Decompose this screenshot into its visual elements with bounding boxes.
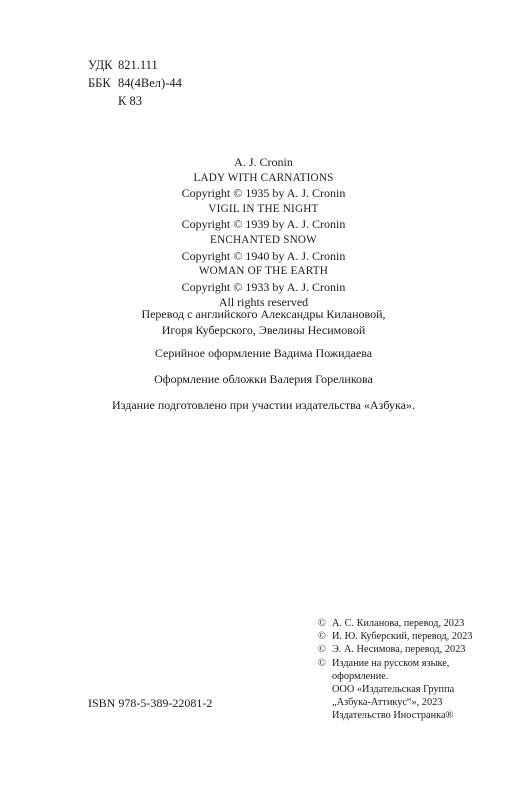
work-title: ENCHANTED SNOW bbox=[210, 233, 317, 246]
work-title: WOMAN OF THE EARTH bbox=[198, 265, 329, 278]
rights-item bbox=[318, 643, 518, 656]
rights-text: Издание на русском языке, bbox=[332, 657, 450, 669]
rights-text: И. Ю. Куберский, перевод, 2023 bbox=[332, 631, 473, 643]
rights-item bbox=[318, 657, 518, 670]
rights-text: оформление. bbox=[332, 670, 389, 682]
rights-item bbox=[318, 617, 518, 630]
rights-item bbox=[318, 630, 518, 643]
translation-line: Перевод с английского Александры Килановой, bbox=[141, 307, 386, 321]
publisher-note: Издание подготовлено при участии издательства «Азбука». bbox=[112, 398, 415, 412]
classification-block bbox=[88, 56, 182, 110]
work-title: VIGIL IN THE NIGHT bbox=[208, 202, 319, 215]
cover-design-credit: Оформление обложки Валерия Гореликова bbox=[154, 372, 373, 386]
bbk-value: 84(4Вел)-44 bbox=[118, 76, 182, 90]
copyright-notice: Copyright © 1939 by A. J. Cronin bbox=[181, 217, 346, 232]
copyright-symbol: © bbox=[318, 618, 326, 629]
rights-notices bbox=[318, 617, 518, 723]
copyright-notice: Copyright © 1933 by A. J. Cronin bbox=[181, 279, 346, 294]
copyright-notice: Copyright © 1940 by A. J. Cronin bbox=[181, 248, 346, 263]
copyright-symbol: © bbox=[318, 631, 326, 643]
isbn: ISBN 978-5-389-22081-2 bbox=[88, 696, 213, 710]
bbk-row bbox=[88, 74, 182, 92]
original-copyrights bbox=[0, 155, 527, 311]
rights-text: А. С. Киланова, перевод, 2023 bbox=[332, 618, 465, 629]
rights-text: „Азбука-Аттикус“», 2023 bbox=[332, 697, 443, 709]
original-author: A. J. Cronin bbox=[234, 155, 293, 169]
author-mark-row bbox=[88, 92, 182, 110]
copyright-notice: Copyright © 1935 by A. J. Cronin bbox=[181, 186, 346, 201]
series-design-credit: Серийное оформление Вадима Пожидаева bbox=[154, 346, 373, 360]
copyright-symbol: © bbox=[318, 644, 326, 656]
udk-row bbox=[88, 56, 182, 74]
author-mark: К 83 bbox=[118, 94, 142, 108]
udk-label: УДК bbox=[88, 58, 113, 72]
translation-credit bbox=[0, 307, 527, 338]
rights-text: Издательство Иностранка® bbox=[332, 710, 454, 722]
rights-text: Э. А. Несимова, перевод, 2023 bbox=[332, 644, 466, 656]
copyright-symbol: © bbox=[318, 657, 326, 669]
rights-text: ООО «Издательская Группа bbox=[332, 684, 455, 696]
udk-value: 821.111 bbox=[118, 58, 158, 72]
rights-reserved: All rights reserved bbox=[218, 295, 309, 310]
bbk-label: ББК bbox=[88, 76, 111, 90]
translation-line: Игоря Куберского, Эвелины Несимовой bbox=[161, 322, 366, 337]
work-title: LADY WITH CARNATIONS bbox=[193, 171, 334, 184]
